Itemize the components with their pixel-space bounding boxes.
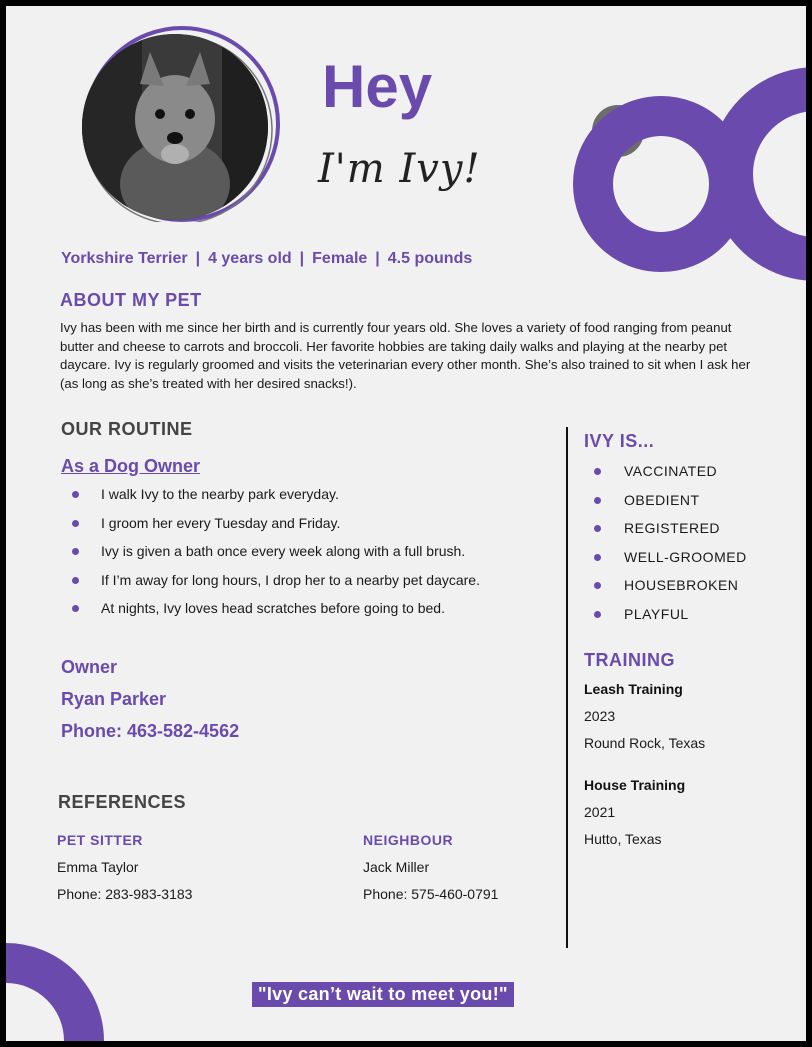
list-item xyxy=(66,484,556,513)
dog-photo xyxy=(82,34,268,220)
owner-phone: Phone: 463-582-4562 xyxy=(61,721,240,741)
training-house xyxy=(584,775,685,856)
reference-name: Emma Taylor xyxy=(57,859,139,875)
trait-text: REGISTERED xyxy=(624,520,721,536)
greeting-hey: Hey xyxy=(322,53,433,120)
training-place: Hutto, Texas xyxy=(584,831,662,847)
traits-list xyxy=(590,461,747,632)
reference-pet-sitter xyxy=(57,832,192,913)
about-text: Ivy has been with me since her birth and is currently four years old. She loves a variety of food ranging from peanut butter and cheese to carrots and broccoli. Her favorite hobbies are taking daily walks and playing at the nearby pet daycare. Ivy is regularly groomed and visits the veterinarian every other month. She’s also trained to sit when I ask her (as long as she’s treated with her desired snacks!). xyxy=(60,320,751,391)
reference-neighbour xyxy=(363,832,498,913)
about-heading: ABOUT MY PET xyxy=(60,290,202,310)
training-year: 2021 xyxy=(584,804,616,820)
bullet-icon xyxy=(594,497,601,504)
reference-phone: Phone: 283-983-3183 xyxy=(57,886,193,902)
reference-phone: Phone: 575-460-0791 xyxy=(363,886,499,902)
dog-photo-icon xyxy=(82,34,268,220)
closing-banner: "Ivy can’t wait to meet you!" xyxy=(252,982,514,1007)
list-item xyxy=(66,541,556,570)
fact-gender: Female xyxy=(312,250,368,267)
list-item xyxy=(590,518,747,547)
reference-label: NEIGHBOUR xyxy=(363,832,454,848)
routine-heading: OUR ROUTINE xyxy=(61,419,193,439)
decorative-circles-top-right xyxy=(546,56,806,306)
list-item xyxy=(590,604,747,633)
training-title: Leash Training xyxy=(584,681,683,697)
trait-text: WELL-GROOMED xyxy=(624,548,747,565)
bullet-icon xyxy=(72,520,79,527)
list-item xyxy=(590,575,747,604)
bullet-icon xyxy=(594,582,601,589)
references-heading: REFERENCES xyxy=(58,792,187,812)
list-item xyxy=(590,490,747,519)
bullet-icon xyxy=(72,577,79,584)
bullet-icon xyxy=(594,468,601,475)
trait-text: OBEDIENT xyxy=(624,491,700,508)
list-item xyxy=(590,547,747,576)
training-place: Round Rock, Texas xyxy=(584,735,706,751)
bullet-icon xyxy=(72,605,79,612)
list-item-text: Ivy is given a bath once every week along with a full brush. xyxy=(101,543,466,560)
list-item-text: At nights, Ivy loves head scratches before going to bed. xyxy=(101,600,445,617)
training-leash xyxy=(584,679,705,760)
training-title: House Training xyxy=(584,777,686,793)
pet-facts: Yorkshire Terrier | 4 years old | Female | 4.5 pounds xyxy=(61,250,473,267)
owner-name: Ryan Parker xyxy=(61,689,167,709)
routine-subheading: As a Dog Owner xyxy=(61,456,201,476)
pet-resume-page xyxy=(6,6,806,1041)
fact-age: 4 years old xyxy=(208,250,292,267)
trait-text: PLAYFUL xyxy=(624,605,689,622)
owner-label: Owner xyxy=(61,657,118,677)
list-item-text: I groom her every Tuesday and Friday. xyxy=(101,514,341,531)
trait-text: HOUSEBROKEN xyxy=(624,577,739,593)
reference-name: Jack Miller xyxy=(363,859,430,875)
bullet-icon xyxy=(72,491,79,498)
ivy-is-heading: IVY IS... xyxy=(584,431,655,451)
list-item xyxy=(66,570,556,599)
fact-weight: 4.5 pounds xyxy=(387,250,473,267)
bullet-icon xyxy=(72,548,79,555)
greeting-name: I'm Ivy! xyxy=(318,146,481,192)
reference-label: PET SITTER xyxy=(57,832,143,848)
bullet-icon xyxy=(594,554,601,561)
list-item-text: If I’m away for long hours, I drop her to a nearby pet daycare. xyxy=(101,571,480,588)
list-item-text: I walk Ivy to the nearby park everyday. xyxy=(101,486,339,502)
list-item xyxy=(590,461,747,490)
fact-breed: Yorkshire Terrier xyxy=(61,250,188,267)
list-item xyxy=(66,513,556,542)
decorative-circle-bottom-left xyxy=(6,936,126,1041)
training-year: 2023 xyxy=(584,708,616,724)
routine-list xyxy=(66,484,556,627)
training-heading: TRAINING xyxy=(584,650,675,670)
owner-block xyxy=(61,656,239,752)
column-divider xyxy=(566,427,568,948)
bullet-icon xyxy=(594,611,601,618)
list-item xyxy=(66,598,556,627)
bullet-icon xyxy=(594,525,601,532)
trait-text: VACCINATED xyxy=(624,463,718,479)
